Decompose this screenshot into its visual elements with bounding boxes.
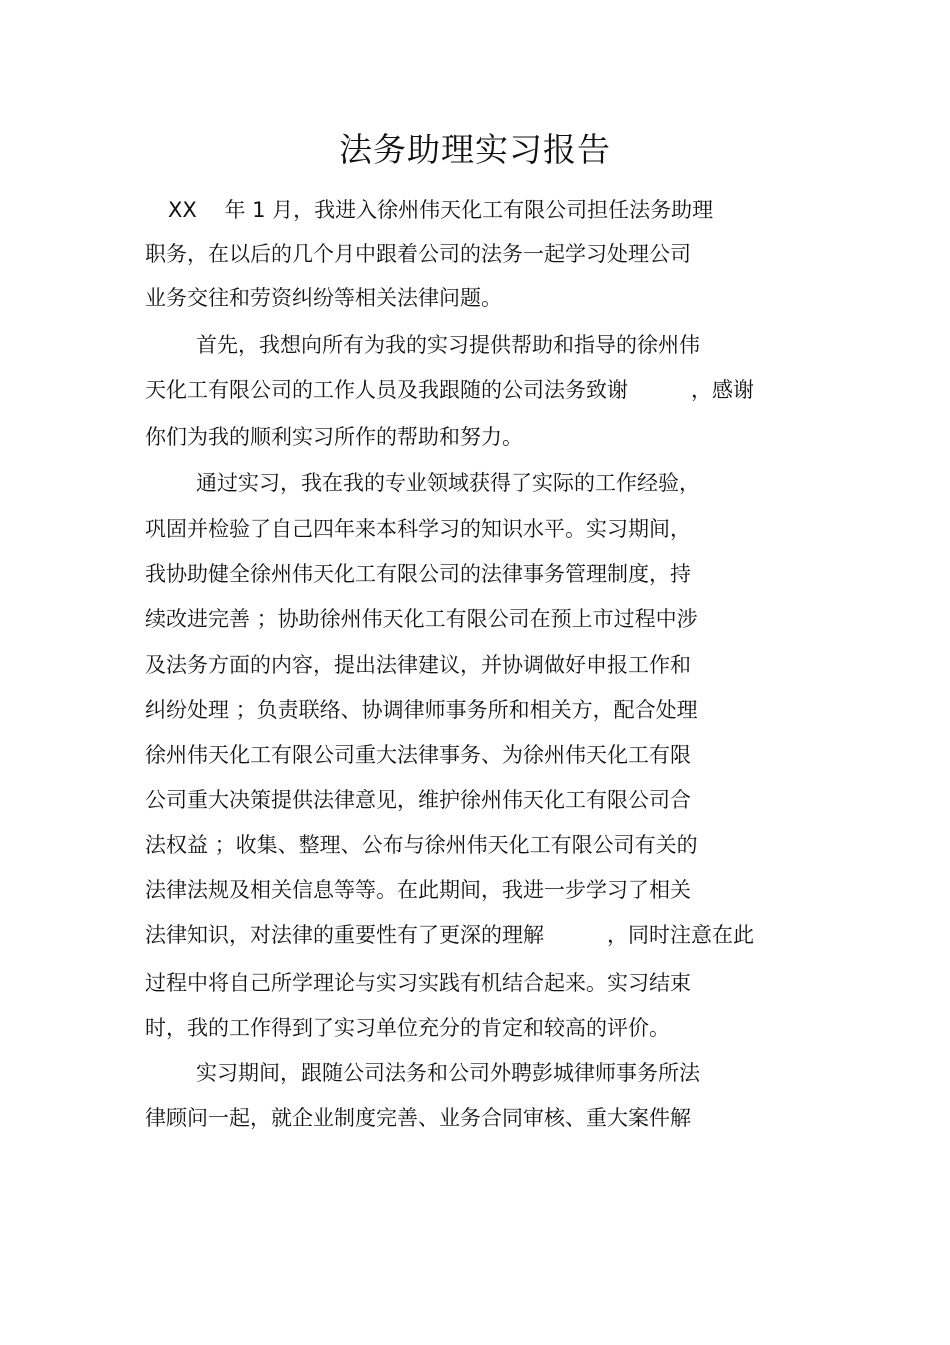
- text-line: 业务交往和劳资纠纷等相关法律问题。: [145, 286, 502, 310]
- text-line: 法律法规及相关信息等等。在此期间，我进一步学习了相关: [145, 878, 691, 902]
- text-line: 纠纷处理 ；负责联络、协调律师事务所和相关方，配合处理: [145, 698, 698, 722]
- text-line: 实习期间，跟随公司法务和公司外聘彭城律师事务所法: [196, 1061, 700, 1085]
- text-line: 我协助健全徐州伟天化工有限公司的法律事务管理制度，持: [145, 562, 691, 586]
- text-line: 职务，在以后的几个月中跟着公司的法务一起学习处理公司: [145, 242, 691, 266]
- text-line: 法权益 ；收集、整理、公布与徐州伟天化工有限公司有关的: [145, 833, 698, 857]
- text-line: 及法务方面的内容，提出法律建议，并协调做好申报工作和: [145, 653, 691, 677]
- text-line: 巩固并检验了自己四年来本科学习的知识水平。实习期间，: [145, 517, 691, 541]
- text-line: 首先，我想向所有为我的实习提供帮助和指导的徐州伟: [196, 333, 700, 357]
- text-line: 公司重大决策提供法律意见，维护徐州伟天化工有限公司合: [145, 788, 691, 812]
- text-line: 你们为我的顺利实习所作的帮助和努力。: [145, 425, 523, 449]
- text-line: 过程中将自己所学理论与实习实践有机结合起来。实习结束: [145, 971, 691, 995]
- text-line: 法律知识，对法律的重要性有了更深的理解 ，同时注意在此: [145, 923, 754, 947]
- text-line: 通过实习，我在我的专业领域获得了实际的工作经验，: [196, 471, 700, 495]
- text-line: 徐州伟天化工有限公司重大法律事务、为徐州伟天化工有限: [145, 743, 691, 767]
- text-line: 天化工有限公司的工作人员及我跟随的公司法务致谢 ，感谢: [145, 378, 754, 402]
- text-line: 续改进完善 ；协助徐州伟天化工有限公司在预上市过程中涉: [145, 607, 698, 631]
- page-title: 法务助理实习报告: [339, 130, 611, 169]
- text-line: XX 年 1 月，我进入徐州伟天化工有限公司担任法务助理: [168, 198, 714, 222]
- text-line: 律顾问一起，就企业制度完善、业务合同审核、重大案件解: [145, 1106, 691, 1130]
- text-line: 时，我的工作得到了实习单位充分的肯定和较高的评价。: [145, 1016, 670, 1040]
